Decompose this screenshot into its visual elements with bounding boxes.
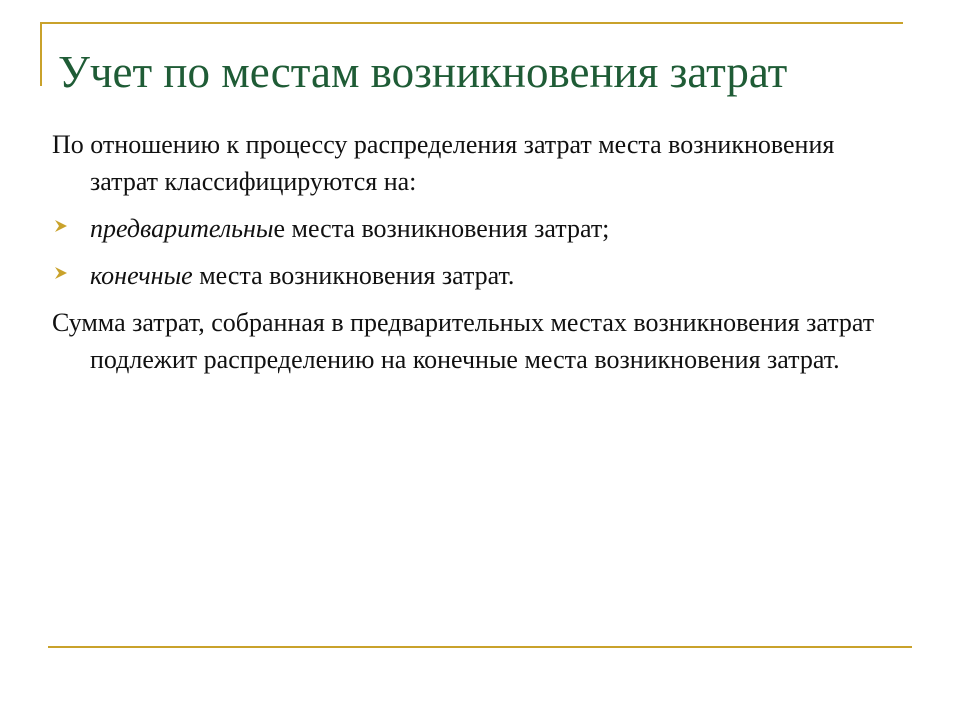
slide-body bbox=[52, 126, 902, 388]
intro-paragraph: По отношению к процессу распределения затрат места возникновения затрат классифицируются на: bbox=[52, 130, 835, 196]
arrowhead-bullet-icon bbox=[54, 219, 68, 233]
left-accent-line bbox=[40, 22, 42, 86]
bullet-text: места возникновения затрат. bbox=[192, 261, 515, 290]
summary-paragraph: Сумма затрат, собранная в предварительных местах возникновения затрат подлежит распределению на конечные места возникновения затрат. bbox=[52, 308, 875, 374]
slide-title: Учет по местам возникновения затрат bbox=[58, 47, 788, 97]
arrowhead-bullet-icon bbox=[54, 266, 68, 280]
bullet-italic-text: предварительны bbox=[90, 214, 274, 243]
bullet-text: е места возникновения затрат; bbox=[273, 214, 610, 243]
bottom-accent-line bbox=[48, 646, 912, 648]
top-accent-line bbox=[40, 22, 903, 24]
bullet-italic-text: конечные bbox=[90, 261, 193, 290]
bullet-item-preliminary bbox=[52, 210, 902, 247]
bullet-item-final bbox=[52, 257, 902, 294]
